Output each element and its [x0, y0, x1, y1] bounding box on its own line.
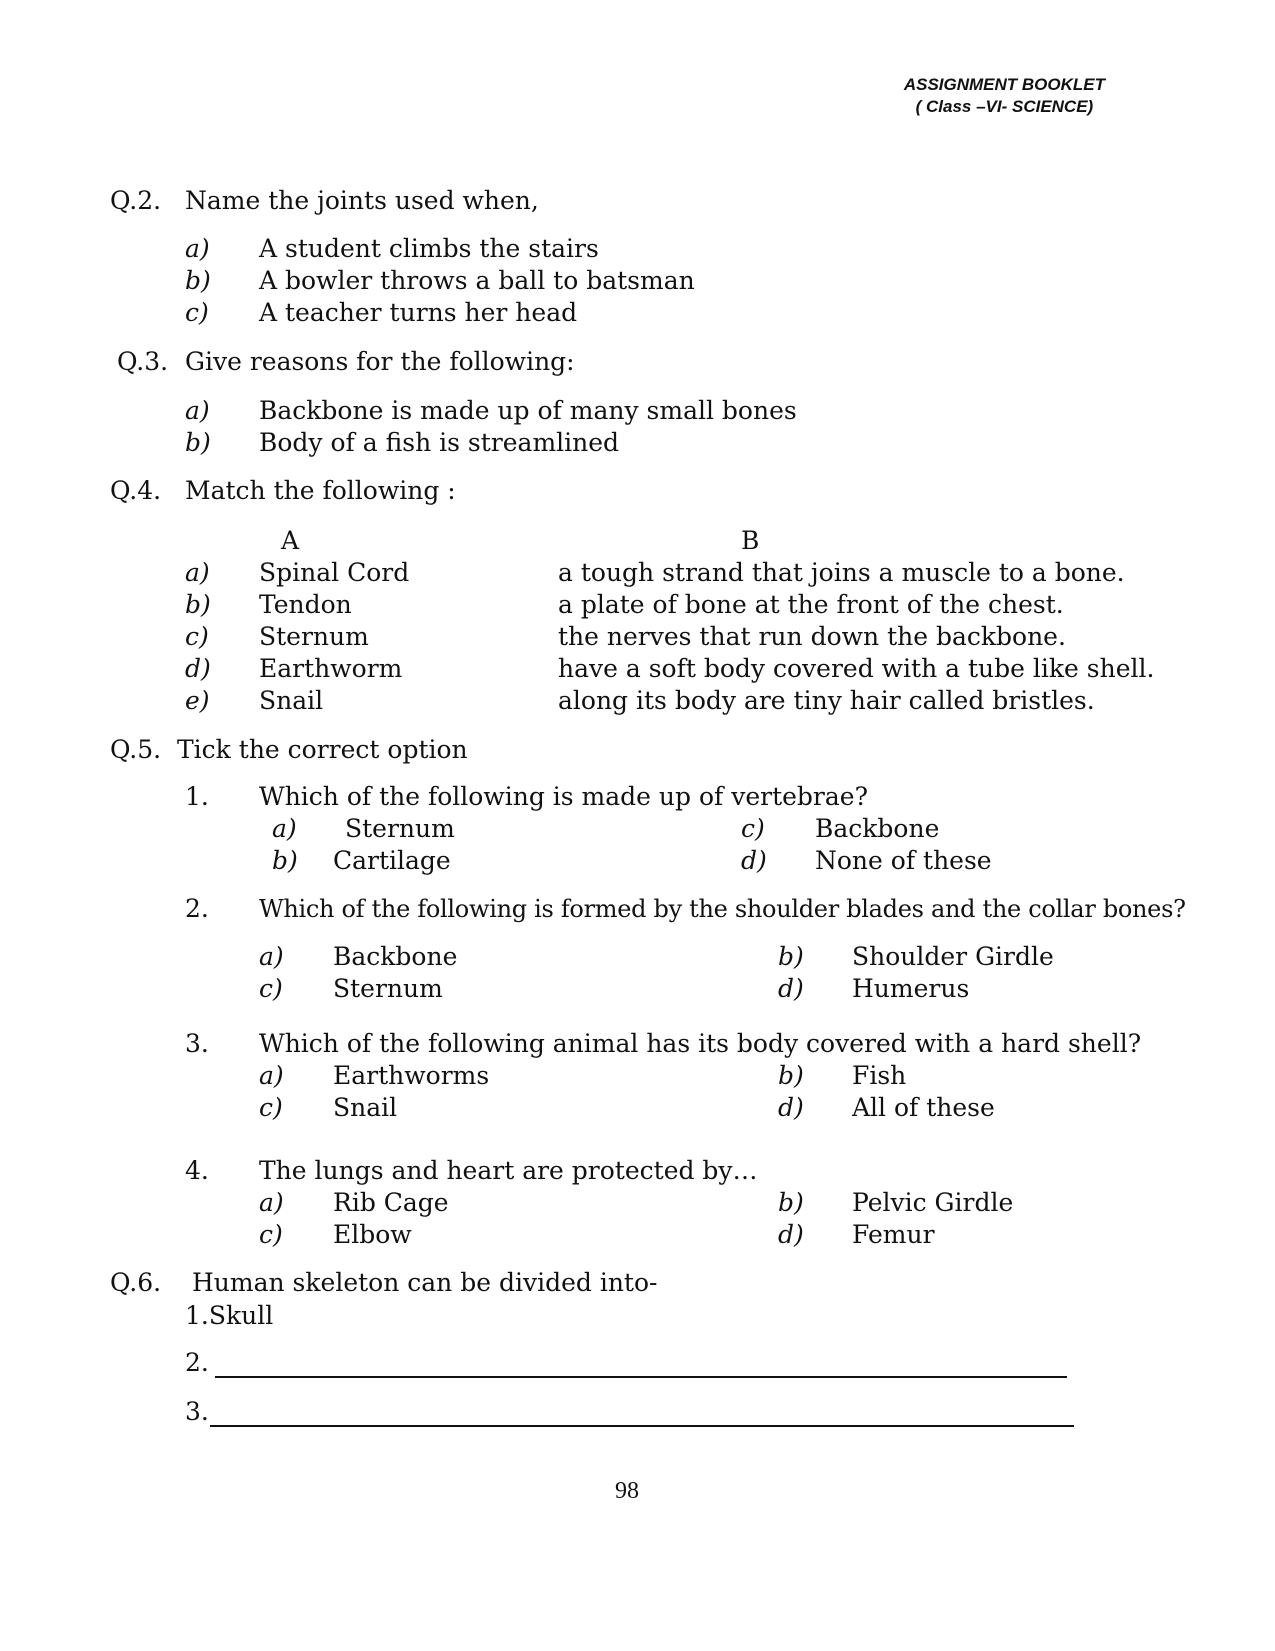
question-text: Name the joints used when, — [185, 186, 539, 215]
option-label: c) — [259, 974, 283, 1003]
page-number: 98 — [615, 1478, 639, 1504]
option-text: Sternum — [333, 974, 443, 1003]
header — [904, 74, 1105, 118]
sub-question-number: 4. — [185, 1156, 209, 1185]
sub-question-text: Which of the following is made up of vertebrae? — [259, 782, 868, 811]
match-term: Earthworm — [259, 654, 403, 683]
option-text: Backbone — [333, 942, 458, 971]
item-text: Body of a fish is streamlined — [259, 428, 620, 457]
match-description: a plate of bone at the front of the chest. — [558, 590, 1064, 619]
option-label: a) — [259, 1061, 284, 1090]
option-text: Femur — [852, 1220, 935, 1249]
sub-question-number: 2. — [185, 894, 209, 923]
answer-item-label: 3. — [185, 1397, 209, 1426]
option-text: Snail — [333, 1093, 398, 1122]
option-text: Humerus — [852, 974, 970, 1003]
question-number: Q.4. — [110, 476, 162, 505]
answer-item-label: 2. — [185, 1348, 209, 1377]
sub-question-text: Which of the following is formed by the shoulder blades and the collar bones? — [259, 895, 1186, 923]
option-text: Elbow — [333, 1220, 412, 1249]
option-label: d) — [741, 846, 767, 875]
row-label: e) — [185, 686, 210, 715]
question-text: Human skeleton can be divided into- — [192, 1268, 658, 1297]
question-number: Q.5. — [110, 735, 162, 764]
row-label: b) — [185, 590, 211, 619]
match-term: Spinal Cord — [259, 558, 410, 587]
option-text: Pelvic Girdle — [852, 1188, 1014, 1217]
item-text: A student climbs the stairs — [259, 234, 599, 263]
header-title: ASSIGNMENT BOOKLET — [903, 75, 1105, 94]
option-label: c) — [259, 1220, 283, 1249]
option-label: d) — [778, 1220, 804, 1249]
sub-question-number: 1. — [185, 782, 209, 811]
question-text: Match the following : — [185, 476, 456, 505]
item-label: a) — [185, 234, 210, 263]
option-label: c) — [741, 814, 765, 843]
column-b-heading: B — [741, 526, 760, 555]
question-number: Q.3. — [117, 347, 169, 376]
option-text: Backbone — [815, 814, 940, 843]
sub-question-number: 3. — [185, 1029, 209, 1058]
option-label: b) — [272, 846, 298, 875]
option-text: All of these — [852, 1093, 995, 1122]
option-label: b) — [778, 942, 804, 971]
row-label: d) — [185, 654, 211, 683]
item-text: A teacher turns her head — [259, 298, 578, 327]
match-description: the nerves that run down the backbone. — [558, 622, 1066, 651]
item-label: b) — [185, 266, 211, 295]
match-description: have a soft body covered with a tube like shell. — [558, 654, 1155, 683]
item-label: c) — [185, 298, 209, 327]
sub-question-text: The lungs and heart are protected by… — [259, 1156, 758, 1185]
option-text: Fish — [852, 1061, 907, 1090]
item-label: b) — [185, 428, 211, 457]
option-label: a) — [272, 814, 297, 843]
option-text: Earthworms — [333, 1061, 490, 1090]
row-label: c) — [185, 622, 209, 651]
option-text: Cartilage — [333, 846, 451, 875]
option-label: a) — [259, 942, 284, 971]
option-text: Shoulder Girdle — [852, 942, 1054, 971]
answer-blank-line[interactable] — [215, 1376, 1067, 1378]
item-text: Backbone is made up of many small bones — [259, 396, 797, 425]
header-subtitle: ( Class –VI- SCIENCE) — [915, 97, 1094, 116]
option-label: c) — [259, 1093, 283, 1122]
sub-question-text: Which of the following animal has its body covered with a hard shell? — [259, 1029, 1142, 1058]
column-a-heading: A — [281, 526, 300, 555]
option-label: b) — [778, 1061, 804, 1090]
item-text: A bowler throws a ball to batsman — [259, 266, 695, 295]
question-text: Give reasons for the following: — [185, 347, 575, 376]
match-term: Snail — [259, 686, 324, 715]
answer-item: 1.Skull — [185, 1301, 274, 1330]
option-text: None of these — [815, 846, 992, 875]
option-text: Rib Cage — [333, 1188, 449, 1217]
option-text: Sternum — [345, 814, 455, 843]
row-label: a) — [185, 558, 210, 587]
option-label: b) — [778, 1188, 804, 1217]
item-label: a) — [185, 396, 210, 425]
question-number: Q.6. — [110, 1268, 162, 1297]
question-number: Q.2. — [110, 186, 162, 215]
match-description: a tough strand that joins a muscle to a bone. — [558, 558, 1125, 587]
option-label: d) — [778, 1093, 804, 1122]
match-term: Tendon — [259, 590, 352, 619]
option-label: d) — [778, 974, 804, 1003]
match-description: along its body are tiny hair called bristles. — [558, 686, 1095, 715]
answer-blank-line[interactable] — [210, 1425, 1074, 1427]
option-label: a) — [259, 1188, 284, 1217]
match-term: Sternum — [259, 622, 369, 651]
question-text: Tick the correct option — [177, 735, 468, 764]
